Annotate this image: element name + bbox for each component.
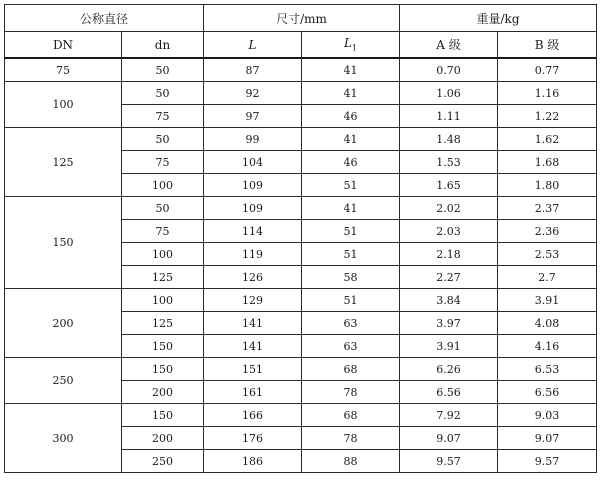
cell-length-l: 151 bbox=[204, 358, 302, 381]
cell-weight-b: 9.57 bbox=[498, 450, 597, 473]
cell-dn-nominal: 75 bbox=[5, 58, 122, 82]
header-nominal-diameter: 公称直径 bbox=[5, 5, 204, 32]
cell-weight-a: 7.92 bbox=[400, 404, 498, 427]
cell-weight-b: 1.22 bbox=[498, 105, 597, 128]
cell-weight-a: 0.70 bbox=[400, 58, 498, 82]
cell-weight-a: 1.06 bbox=[400, 82, 498, 105]
cell-weight-b: 2.7 bbox=[498, 266, 597, 289]
header-dimensions: 尺寸/mm bbox=[204, 5, 400, 32]
cell-length-l1: 51 bbox=[302, 174, 400, 197]
cell-dn-nominal: 150 bbox=[5, 197, 122, 289]
cell-length-l: 161 bbox=[204, 381, 302, 404]
cell-weight-b: 9.07 bbox=[498, 427, 597, 450]
cell-dn-branch: 75 bbox=[122, 220, 204, 243]
cell-dn-nominal: 250 bbox=[5, 358, 122, 404]
header-length-l1 bbox=[302, 32, 400, 59]
cell-weight-b: 3.91 bbox=[498, 289, 597, 312]
cell-length-l1: 41 bbox=[302, 128, 400, 151]
cell-length-l: 99 bbox=[204, 128, 302, 151]
pipe-fitting-spec-table bbox=[4, 4, 597, 473]
cell-weight-b: 9.03 bbox=[498, 404, 597, 427]
cell-dn-nominal: 125 bbox=[5, 128, 122, 197]
cell-weight-a: 2.03 bbox=[400, 220, 498, 243]
cell-length-l: 87 bbox=[204, 58, 302, 82]
header-length-l: L bbox=[204, 32, 302, 59]
cell-length-l: 114 bbox=[204, 220, 302, 243]
header-grade-a: A 级 bbox=[400, 32, 498, 59]
header-dn-lower: dn bbox=[122, 32, 204, 59]
table-row bbox=[5, 289, 597, 312]
cell-length-l: 176 bbox=[204, 427, 302, 450]
cell-dn-branch: 150 bbox=[122, 335, 204, 358]
cell-weight-b: 2.53 bbox=[498, 243, 597, 266]
cell-weight-a: 1.65 bbox=[400, 174, 498, 197]
table-row bbox=[5, 82, 597, 105]
table-row bbox=[5, 358, 597, 381]
cell-weight-a: 3.91 bbox=[400, 335, 498, 358]
cell-weight-b: 2.37 bbox=[498, 197, 597, 220]
cell-weight-a: 2.27 bbox=[400, 266, 498, 289]
cell-dn-nominal: 300 bbox=[5, 404, 122, 473]
cell-weight-a: 3.84 bbox=[400, 289, 498, 312]
cell-dn-branch: 250 bbox=[122, 450, 204, 473]
header-l1-subscript: 1 bbox=[351, 43, 358, 53]
table-body bbox=[5, 58, 597, 473]
cell-dn-branch: 50 bbox=[122, 82, 204, 105]
cell-length-l: 97 bbox=[204, 105, 302, 128]
header-weight: 重量/kg bbox=[400, 5, 597, 32]
header-l1-base: L bbox=[343, 36, 352, 51]
cell-weight-a: 6.26 bbox=[400, 358, 498, 381]
cell-weight-a: 1.11 bbox=[400, 105, 498, 128]
cell-length-l1: 46 bbox=[302, 105, 400, 128]
cell-length-l1: 63 bbox=[302, 312, 400, 335]
cell-length-l1: 51 bbox=[302, 243, 400, 266]
cell-length-l1: 46 bbox=[302, 151, 400, 174]
cell-dn-branch: 50 bbox=[122, 197, 204, 220]
cell-weight-a: 2.02 bbox=[400, 197, 498, 220]
cell-length-l1: 41 bbox=[302, 58, 400, 82]
cell-dn-branch: 100 bbox=[122, 289, 204, 312]
cell-dn-nominal: 100 bbox=[5, 82, 122, 128]
cell-length-l: 109 bbox=[204, 174, 302, 197]
header-row-group bbox=[5, 5, 597, 32]
cell-weight-b: 4.08 bbox=[498, 312, 597, 335]
cell-weight-a: 9.57 bbox=[400, 450, 498, 473]
header-grade-b: B 级 bbox=[498, 32, 597, 59]
table-row bbox=[5, 404, 597, 427]
cell-weight-a: 2.18 bbox=[400, 243, 498, 266]
cell-weight-b: 2.36 bbox=[498, 220, 597, 243]
cell-length-l: 129 bbox=[204, 289, 302, 312]
cell-length-l1: 41 bbox=[302, 82, 400, 105]
cell-length-l1: 88 bbox=[302, 450, 400, 473]
cell-weight-b: 1.62 bbox=[498, 128, 597, 151]
cell-dn-branch: 200 bbox=[122, 381, 204, 404]
cell-length-l: 141 bbox=[204, 312, 302, 335]
cell-length-l1: 78 bbox=[302, 381, 400, 404]
cell-dn-branch: 100 bbox=[122, 174, 204, 197]
table-row bbox=[5, 197, 597, 220]
cell-weight-b: 1.68 bbox=[498, 151, 597, 174]
cell-weight-a: 9.07 bbox=[400, 427, 498, 450]
cell-length-l1: 68 bbox=[302, 404, 400, 427]
cell-length-l: 92 bbox=[204, 82, 302, 105]
cell-length-l1: 63 bbox=[302, 335, 400, 358]
table-row bbox=[5, 128, 597, 151]
cell-length-l: 109 bbox=[204, 197, 302, 220]
cell-weight-a: 1.48 bbox=[400, 128, 498, 151]
cell-dn-branch: 125 bbox=[122, 312, 204, 335]
header-row-columns bbox=[5, 32, 597, 59]
cell-length-l1: 68 bbox=[302, 358, 400, 381]
cell-length-l: 104 bbox=[204, 151, 302, 174]
cell-dn-branch: 150 bbox=[122, 404, 204, 427]
cell-length-l: 166 bbox=[204, 404, 302, 427]
cell-weight-b: 1.16 bbox=[498, 82, 597, 105]
cell-dn-branch: 75 bbox=[122, 105, 204, 128]
cell-dn-nominal: 200 bbox=[5, 289, 122, 358]
cell-weight-b: 0.77 bbox=[498, 58, 597, 82]
cell-weight-a: 6.56 bbox=[400, 381, 498, 404]
cell-dn-branch: 125 bbox=[122, 266, 204, 289]
cell-dn-branch: 100 bbox=[122, 243, 204, 266]
cell-length-l1: 78 bbox=[302, 427, 400, 450]
cell-dn-branch: 50 bbox=[122, 58, 204, 82]
cell-dn-branch: 200 bbox=[122, 427, 204, 450]
cell-length-l1: 51 bbox=[302, 289, 400, 312]
header-dn-upper: DN bbox=[5, 32, 122, 59]
cell-length-l1: 51 bbox=[302, 220, 400, 243]
cell-weight-b: 4.16 bbox=[498, 335, 597, 358]
cell-dn-branch: 75 bbox=[122, 151, 204, 174]
cell-weight-b: 6.56 bbox=[498, 381, 597, 404]
cell-length-l: 186 bbox=[204, 450, 302, 473]
cell-length-l: 141 bbox=[204, 335, 302, 358]
cell-weight-b: 1.80 bbox=[498, 174, 597, 197]
cell-length-l: 119 bbox=[204, 243, 302, 266]
table-row bbox=[5, 58, 597, 82]
cell-weight-b: 6.53 bbox=[498, 358, 597, 381]
cell-weight-a: 3.97 bbox=[400, 312, 498, 335]
cell-length-l: 126 bbox=[204, 266, 302, 289]
cell-length-l1: 58 bbox=[302, 266, 400, 289]
cell-length-l1: 41 bbox=[302, 197, 400, 220]
cell-dn-branch: 50 bbox=[122, 128, 204, 151]
cell-dn-branch: 150 bbox=[122, 358, 204, 381]
cell-weight-a: 1.53 bbox=[400, 151, 498, 174]
